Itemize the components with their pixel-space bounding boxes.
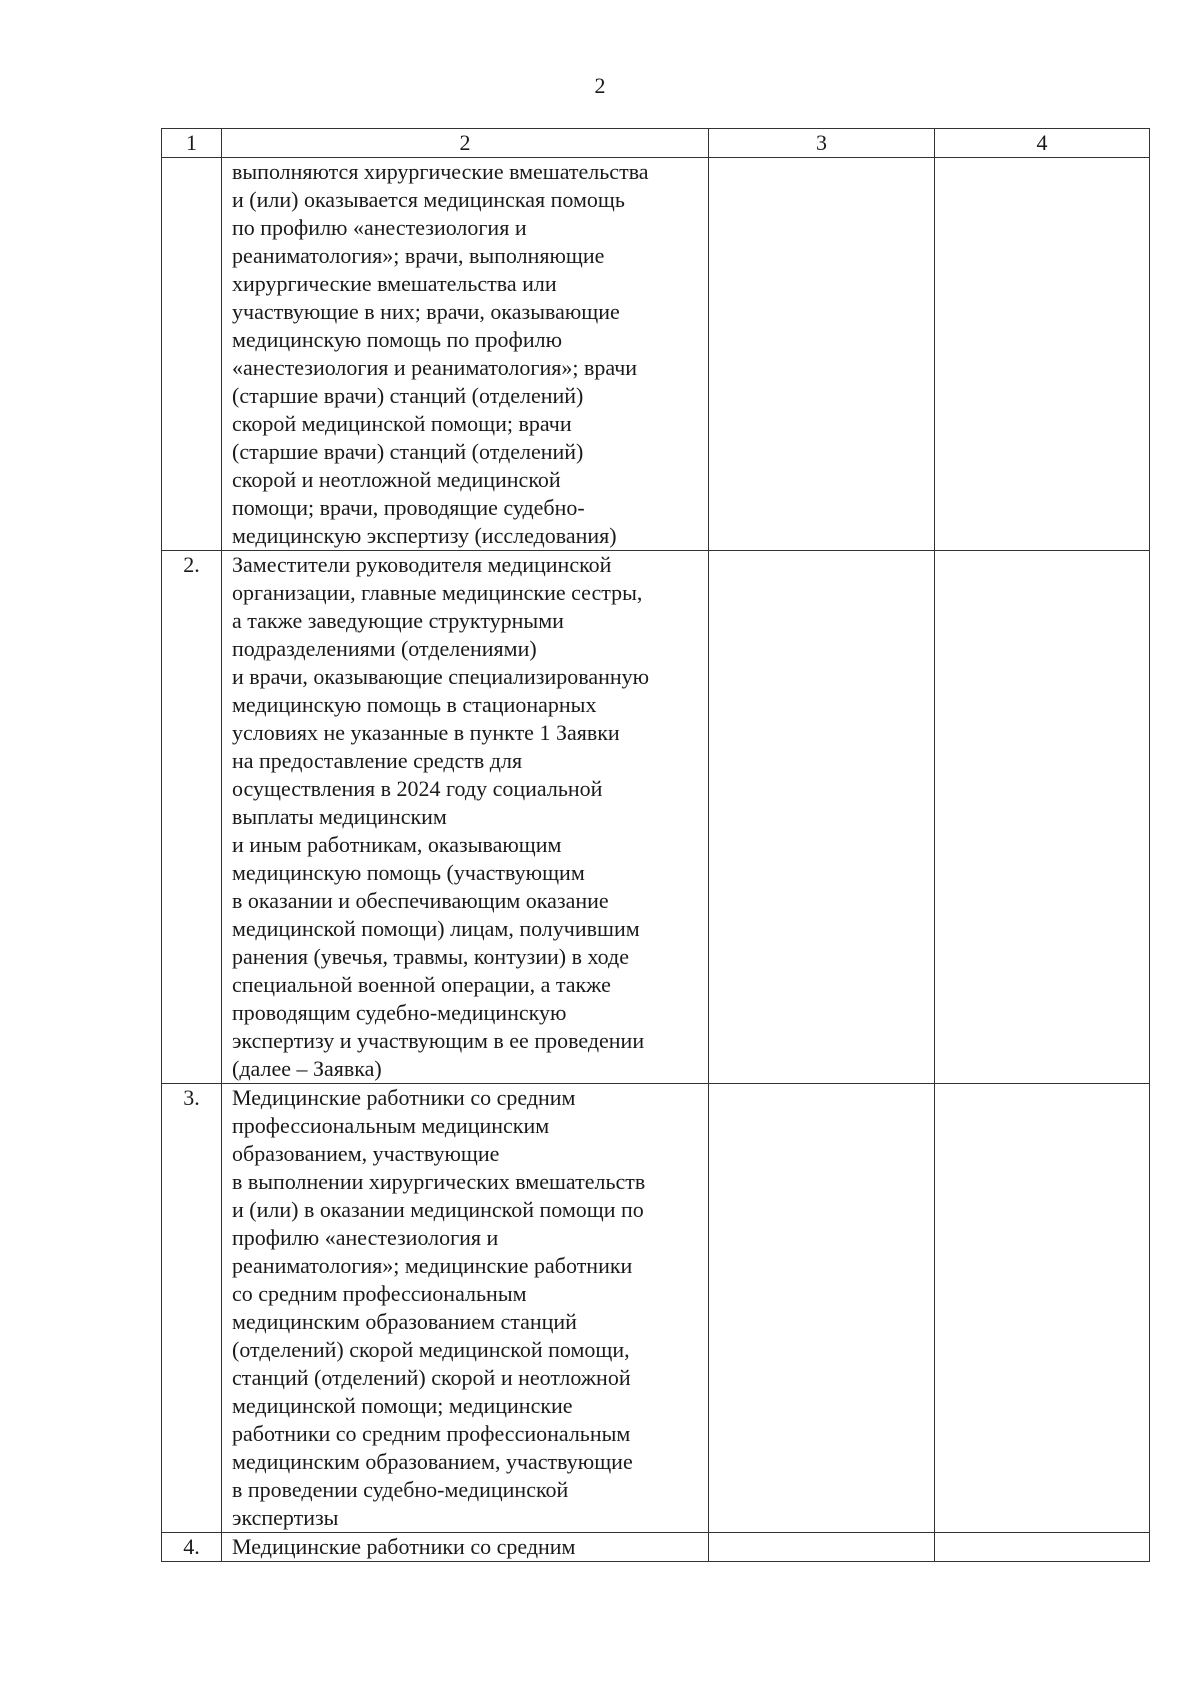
description-line: и врачи, оказывающие специализированную xyxy=(232,664,650,689)
table-row xyxy=(162,1533,1150,1562)
description-line: экспертизы xyxy=(232,1505,339,1530)
table-body xyxy=(162,158,1150,1562)
description-line: медицинскую помощь по профилю xyxy=(232,327,562,352)
description-line: и иным работникам, оказывающим xyxy=(232,832,562,857)
description-line: Заместители руководителя медицинской xyxy=(232,552,612,577)
column-header-4: 4 xyxy=(935,129,1150,158)
row-number xyxy=(162,158,222,551)
description-line: со средним профессиональным xyxy=(232,1281,527,1306)
row-column-4 xyxy=(935,1084,1150,1533)
description-line: работники со средним профессиональным xyxy=(232,1421,631,1446)
row-column-4 xyxy=(935,158,1150,551)
table-row xyxy=(162,158,1150,551)
page-number: 2 xyxy=(594,73,606,98)
column-header-1: 1 xyxy=(162,129,222,158)
description-line: подразделениями (отделениями) xyxy=(232,636,537,661)
description-line: и (или) оказывается медицинская помощь xyxy=(232,187,625,212)
description-line: по профилю «анестезиология и xyxy=(232,215,527,240)
row-description xyxy=(222,1533,709,1562)
description-line: медицинскую помощь в стационарных xyxy=(232,692,597,717)
row-description xyxy=(222,158,709,551)
description-line: (старшие врачи) станций (отделений) xyxy=(232,383,584,408)
description-line: экспертизу и участвующим в ее проведении xyxy=(232,1028,645,1053)
description-line: специальной военной операции, а также xyxy=(232,972,611,997)
column-header-3: 3 xyxy=(709,129,935,158)
description-line: Медицинские работники со средним xyxy=(232,1085,576,1110)
row-column-3 xyxy=(709,1084,935,1533)
description-line: на предоставление средств для xyxy=(232,748,523,773)
description-line: «анестезиология и реаниматология»; врачи xyxy=(232,355,638,380)
description-line: организации, главные медицинские сестры, xyxy=(232,580,643,605)
description-line: медицинским образованием, участвующие xyxy=(232,1449,633,1474)
row-number: 4. xyxy=(162,1533,222,1562)
description-line: медицинской помощи; медицинские xyxy=(232,1393,573,1418)
table-row xyxy=(162,551,1150,1084)
description-line: в оказании и обеспечивающим оказание xyxy=(232,888,609,913)
description-line: выполняются хирургические вмешательства xyxy=(232,159,649,184)
row-column-4 xyxy=(935,1533,1150,1562)
document-table xyxy=(161,128,1150,1562)
description-line: и (или) в оказании медицинской помощи по xyxy=(232,1197,644,1222)
table-header-row xyxy=(162,129,1150,158)
description-line: проводящим судебно-медицинскую xyxy=(232,1000,567,1025)
description-line: (отделений) скорой медицинской помощи, xyxy=(232,1337,630,1362)
table-row xyxy=(162,1084,1150,1533)
description-line: станций (отделений) скорой и неотложной xyxy=(232,1365,631,1390)
row-column-3 xyxy=(709,158,935,551)
description-line: осуществления в 2024 году социальной xyxy=(232,776,603,801)
description-line: медицинским образованием станций xyxy=(232,1309,577,1334)
description-line: медицинскую помощь (участвующим xyxy=(232,860,585,885)
description-line: в выполнении хирургических вмешательств xyxy=(232,1169,646,1194)
description-line: участвующие в них; врачи, оказывающие xyxy=(232,299,620,324)
row-column-4 xyxy=(935,551,1150,1084)
description-line: Медицинские работники со средним xyxy=(232,1534,576,1559)
description-line: хирургические вмешательства или xyxy=(232,271,557,296)
row-description xyxy=(222,1084,709,1533)
description-line: (старшие врачи) станций (отделений) xyxy=(232,439,584,464)
row-column-3 xyxy=(709,551,935,1084)
row-column-3 xyxy=(709,1533,935,1562)
description-line: условиях не указанные в пункте 1 Заявки xyxy=(232,720,620,745)
column-header-2: 2 xyxy=(222,129,709,158)
description-line: скорой медицинской помощи; врачи xyxy=(232,411,572,436)
description-line: выплаты медицинским xyxy=(232,804,447,829)
description-line: реаниматология»; медицинские работники xyxy=(232,1253,633,1278)
description-line: (далее – Заявка) xyxy=(232,1056,382,1081)
description-line: медицинскую экспертизу (исследования) xyxy=(232,523,617,548)
description-line: ранения (увечья, травмы, контузии) в ходе xyxy=(232,944,629,969)
description-line: образованием, участвующие xyxy=(232,1141,500,1166)
description-line: медицинской помощи) лицам, получившим xyxy=(232,916,640,941)
description-line: в проведении судебно-медицинской xyxy=(232,1477,569,1502)
description-line: профессиональным медицинским xyxy=(232,1113,550,1138)
row-number: 2. xyxy=(162,551,222,1084)
description-line: реаниматология»; врачи, выполняющие xyxy=(232,243,605,268)
row-number: 3. xyxy=(162,1084,222,1533)
description-line: а также заведующие структурными xyxy=(232,608,564,633)
description-line: скорой и неотложной медицинской xyxy=(232,467,561,492)
row-description xyxy=(222,551,709,1084)
description-line: профилю «анестезиология и xyxy=(232,1225,499,1250)
description-line: помощи; врачи, проводящие судебно- xyxy=(232,495,585,520)
